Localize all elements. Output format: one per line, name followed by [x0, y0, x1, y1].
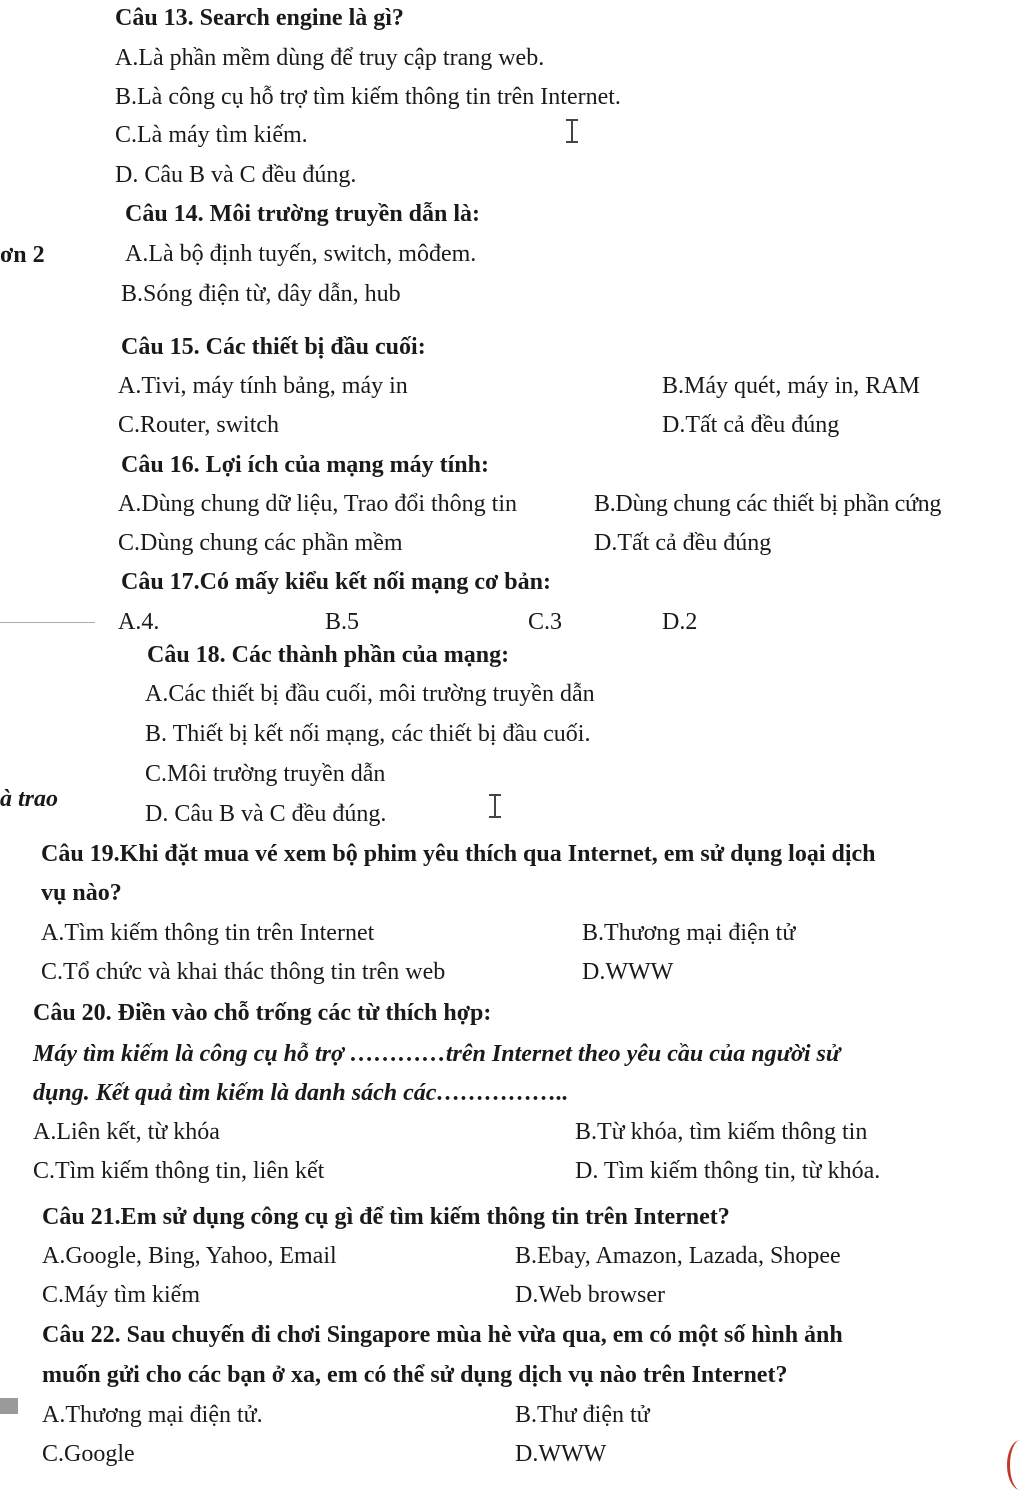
q20-title: Câu 20. Điền vào chỗ trống các từ thích hợp: [33, 1000, 492, 1026]
q13-option-c: C.Là máy tìm kiếm. [115, 122, 308, 148]
q14-option-b: B.Sóng điện từ, dây dẫn, hub [121, 281, 401, 307]
q15-option-d: D.Tất cả đều đúng [662, 412, 840, 438]
q17-option-b: B.5 [325, 609, 360, 635]
q14-option-a: A.Là bộ định tuyến, switch, môđem. [125, 241, 477, 267]
cropped-text-left-mid: ơn 2 [0, 242, 45, 268]
q20-option-c: C.Tìm kiếm thông tin, liên kết [33, 1158, 325, 1184]
q22-option-b: B.Thư điện tử [515, 1402, 650, 1428]
q13-title: Câu 13. Search engine là gì? [115, 5, 404, 31]
q18-option-d: D. Câu B và C đều đúng. [145, 801, 387, 827]
q20-option-b: B.Từ khóa, tìm kiếm thông tin [575, 1119, 868, 1145]
q19-option-d: D.WWW [582, 959, 674, 985]
cropped-text-left-low: à trao [0, 786, 59, 812]
q21-option-b: B.Ebay, Amazon, Lazada, Shopee [515, 1243, 841, 1269]
q21-option-d: D.Web browser [515, 1282, 666, 1308]
divider-line [0, 622, 95, 623]
q17-title: Câu 17.Có mấy kiểu kết nối mạng cơ bản: [121, 569, 551, 595]
q16-title: Câu 16. Lợi ích của mạng máy tính: [121, 452, 489, 478]
gray-marker [0, 1398, 18, 1414]
q22-title-line-2: muốn gửi cho các bạn ở xa, em có thể sử dụng dịch vụ nào trên Internet? [42, 1362, 788, 1388]
q19-option-b: B.Thương mại điện tử [582, 920, 796, 946]
q13-option-d: D. Câu B và C đều đúng. [115, 162, 357, 188]
q18-option-c: C.Môi trường truyền dẫn [145, 761, 386, 787]
q14-title: Câu 14. Môi trường truyền dẫn là: [125, 201, 481, 227]
q13-option-b: B.Là công cụ hỗ trợ tìm kiếm thông tin trên Internet. [115, 84, 621, 110]
q16-option-b: B.Dùng chung các thiết bị phần cứng [594, 491, 942, 517]
q19-option-c: C.Tổ chức và khai thác thông tin trên web [41, 959, 446, 985]
q19-option-a: A.Tìm kiếm thông tin trên Internet [41, 920, 375, 946]
q22-option-a: A.Thương mại điện tử. [42, 1402, 263, 1428]
q15-option-c: C.Router, switch [118, 412, 280, 438]
q21-title: Câu 21.Em sử dụng công cụ gì để tìm kiếm thông tin trên Internet? [42, 1204, 730, 1230]
q19-title-line-2: vụ nào? [41, 880, 122, 906]
q18-option-b: B. Thiết bị kết nối mạng, các thiết bị đầu cuối. [145, 721, 591, 747]
q18-option-a: A.Các thiết bị đầu cuối, môi trường truyền dẫn [145, 681, 595, 707]
q20-option-d: D. Tìm kiếm thông tin, từ khóa. [575, 1158, 881, 1184]
q19-title-line-1: Câu 19.Khi đặt mua vé xem bộ phim yêu thích qua Internet, em sử dụng loại dịch [41, 841, 876, 867]
q21-option-c: C.Máy tìm kiếm [42, 1282, 200, 1308]
text-cursor-icon [566, 119, 578, 143]
q21-option-a: A.Google, Bing, Yahoo, Email [42, 1243, 337, 1269]
q22-option-d: D.WWW [515, 1441, 607, 1467]
q16-option-a: A.Dùng chung dữ liệu, Trao đổi thông tin [118, 491, 518, 517]
q17-option-c: C.3 [528, 609, 563, 635]
q17-option-a: A.4. [118, 609, 160, 635]
q20-prompt-line-1: Máy tìm kiếm là công cụ hỗ trợ …………trên Internet theo yêu cầu của người sử [33, 1041, 841, 1067]
q22-option-c: C.Google [42, 1441, 135, 1467]
q15-option-a: A.Tivi, máy tính bảng, máy in [118, 373, 408, 399]
text-cursor-icon [489, 794, 501, 818]
q16-option-d: D.Tất cả đều đúng [594, 530, 772, 556]
q15-option-b: B.Máy quét, máy in, RAM [662, 373, 920, 399]
q16-option-c: C.Dùng chung các phần mềm [118, 530, 403, 556]
q17-option-d: D.2 [662, 609, 698, 635]
q20-prompt-line-2: dụng. Kết quả tìm kiếm là danh sách các…………….. [33, 1080, 569, 1106]
q22-title-line-1: Câu 22. Sau chuyến đi chơi Singapore mùa hè vừa qua, em có một số hình ảnh [42, 1322, 843, 1348]
q15-title: Câu 15. Các thiết bị đầu cuối: [121, 334, 426, 360]
q13-option-a: A.Là phần mềm dùng để truy cập trang web. [115, 45, 545, 71]
q18-title: Câu 18. Các thành phần của mạng: [147, 642, 510, 668]
q20-option-a: A.Liên kết, từ khóa [33, 1119, 220, 1145]
